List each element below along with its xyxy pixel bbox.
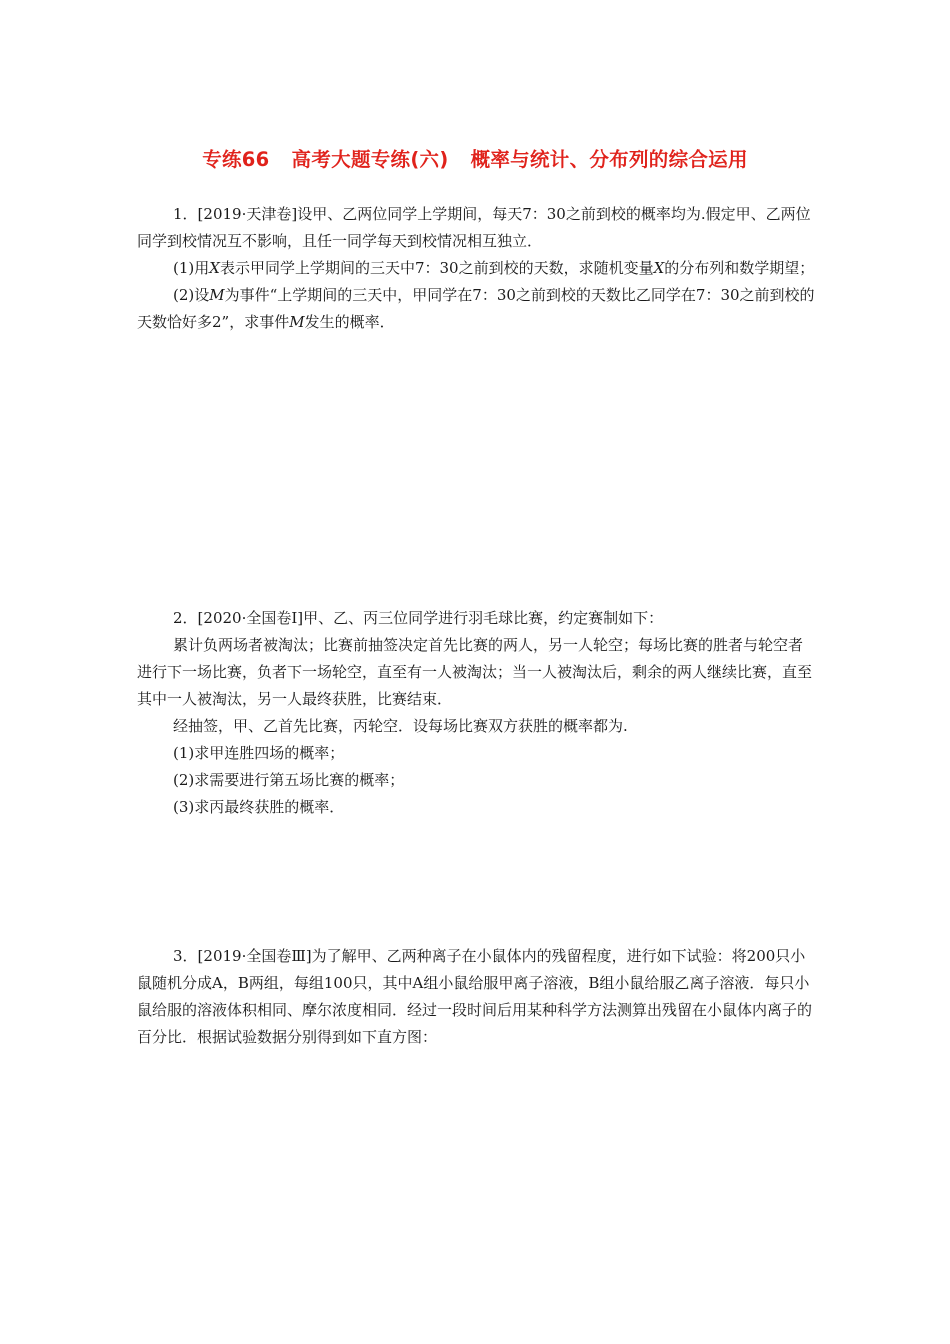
problem-3 <box>137 943 815 1051</box>
problem-2-question-3: (3)求丙最终获胜的概率． <box>173 798 345 816</box>
problem-1 <box>137 201 815 336</box>
problem-2-rules: 累计负两场者被淘汰；比赛前抽签决定首先比赛的两人，另一人轮空；每场比赛的胜者与轮空者进行下一场比赛，负者下一场轮空，直至有一人被淘汰；当一人被淘汰后，剩余的两人继续比赛，直至其中一人被淘汰，另一人最终获胜，比赛结束． <box>137 636 813 708</box>
problem-1-question-2: (2)设M为事件“上学期间的三天中，甲同学在7：30之前到校的天数比乙同学在7：30之前到校的天数恰好多2”，求事件M发生的概率． <box>137 286 815 331</box>
problem-1-stem: 1．[2019·天津卷]设甲、乙两位同学上学期间，每天7：30之前到校的概率均为.假定甲、乙两位同学到校情况互不影响，且任一同学每天到校情况相互独立． <box>137 205 811 250</box>
problem-2-stem: 2．[2020·全国卷Ⅰ]甲、乙、丙三位同学进行羽毛球比赛，约定赛制如下： <box>173 609 664 627</box>
problem-3-stem: 3．[2019·全国卷Ⅲ]为了解甲、乙两种离子在小鼠体内的残留程度，进行如下试验：将200只小鼠随机分成A，B两组，每组100只，其中A组小鼠给服甲离子溶液，B组小鼠给服乙离子溶液．每只小鼠给服的溶液体积相同、摩尔浓度相同．经过一段时间后用某种科学方法测算出残留在小鼠体内离子的百分比．根据试验数据分别得到如下直方图： <box>137 947 813 1046</box>
problem-2-question-2: (2)求需要进行第五场比赛的概率； <box>173 771 405 789</box>
problem-1-question-1: (1)用X表示甲同学上学期间的三天中7：30之前到校的天数，求随机变量X的分布列和数学期望； <box>173 259 815 277</box>
problem-2 <box>137 605 815 821</box>
problem-2-question-1: (1)求甲连胜四场的概率； <box>173 744 345 762</box>
title-section: 高考大题专练(六) <box>291 148 449 171</box>
page-title <box>0 144 950 172</box>
title-series: 专练66 <box>202 148 270 171</box>
problem-2-setup: 经抽签，甲、乙首先比赛，丙轮空．设每场比赛双方获胜的概率都为. <box>173 717 628 735</box>
title-topic: 概率与统计、分布列的综合运用 <box>470 148 748 171</box>
